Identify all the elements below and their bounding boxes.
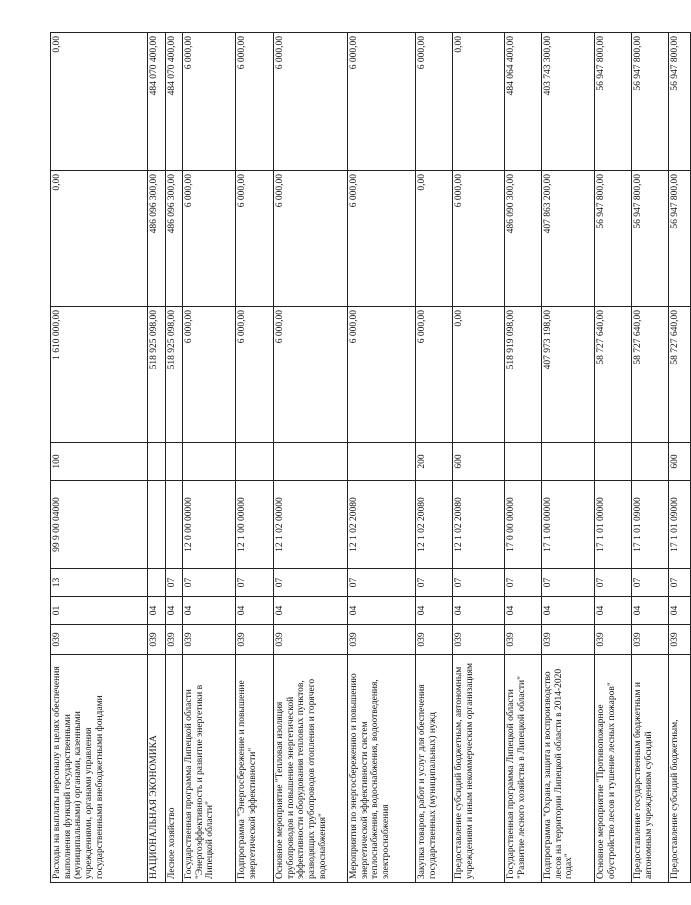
table-row xyxy=(166,33,183,883)
row-amount-year1: 0,00 xyxy=(453,307,505,443)
row-glava: 039 xyxy=(416,625,453,655)
row-name: Предоставление субсидий бюджетным, автономным учреждениям и иным некоммерческим организациям xyxy=(453,655,505,883)
row-subsection: 07 xyxy=(595,569,632,597)
row-amount-year3: 484 070 400,00 xyxy=(148,33,166,171)
table-body xyxy=(51,33,691,883)
row-subsection: 07 xyxy=(183,569,236,597)
row-amount-year3: 56 947 800,00 xyxy=(595,33,632,171)
row-glava: 039 xyxy=(236,625,274,655)
row-amount-year3: 6 000,00 xyxy=(183,33,236,171)
row-section: 04 xyxy=(505,597,542,625)
row-expense-type xyxy=(542,443,595,481)
row-amount-year1: 6 000,00 xyxy=(416,307,453,443)
row-amount-year1: 518 925 098,00 xyxy=(166,307,183,443)
row-glava: 039 xyxy=(183,625,236,655)
row-name: Лесное хозяйство xyxy=(166,655,183,883)
row-glava: 039 xyxy=(51,625,148,655)
row-amount-year1: 6 000,00 xyxy=(274,307,348,443)
row-glava: 039 xyxy=(505,625,542,655)
row-amount-year2: 6 000,00 xyxy=(236,171,274,307)
row-target-article: 12 0 00 00000 xyxy=(183,481,236,569)
row-expense-type xyxy=(148,443,166,481)
table-row xyxy=(505,33,542,883)
row-subsection: 07 xyxy=(453,569,505,597)
row-amount-year1: 1 610 000,00 xyxy=(51,307,148,443)
row-amount-year3: 403 743 300,00 xyxy=(542,33,595,171)
row-target-article: 17 1 01 09000 xyxy=(632,481,669,569)
row-name: Основное мероприятие "Тепловая изоляция трубопроводов и повышение энергетической эффективности оборудования тепловых пунктов, разводящих трубопроводов отопления и горячего водоснабжения" xyxy=(274,655,348,883)
row-name: Расходы на выплаты персоналу в целях обеспечения выполнения функций государственными (муниципальными) органами, казенными учреждениями, органами управления государственными внебюджетными фондами xyxy=(51,655,148,883)
table-row xyxy=(51,33,148,883)
row-amount-year1: 58 727 640,00 xyxy=(595,307,632,443)
row-amount-year2: 486 096 300,00 xyxy=(148,171,166,307)
table-row xyxy=(632,33,669,883)
table-row xyxy=(348,33,416,883)
row-expense-type xyxy=(348,443,416,481)
row-glava: 039 xyxy=(148,625,166,655)
row-target-article xyxy=(148,481,166,569)
row-amount-year1: 58 727 640,00 xyxy=(669,307,691,443)
row-name: Основное мероприятие "Противопожарное обустройство лесов и тушение лесных пожаров" xyxy=(595,655,632,883)
row-glava: 039 xyxy=(669,625,691,655)
row-subsection: 13 xyxy=(51,569,148,597)
row-target-article: 17 0 00 00000 xyxy=(505,481,542,569)
row-name: Предоставление государственным бюджетным и автономным учреждениям субсидий xyxy=(632,655,669,883)
row-target-article: 17 1 01 09000 xyxy=(669,481,691,569)
row-subsection xyxy=(148,569,166,597)
row-glava: 039 xyxy=(348,625,416,655)
row-subsection: 07 xyxy=(348,569,416,597)
row-expense-type xyxy=(632,443,669,481)
row-expense-type xyxy=(505,443,542,481)
row-target-article: 99 9 00 04000 xyxy=(51,481,148,569)
row-section: 04 xyxy=(183,597,236,625)
row-target-article: 17 1 01 00000 xyxy=(595,481,632,569)
row-amount-year3: 0,00 xyxy=(51,33,148,171)
row-amount-year3: 6 000,00 xyxy=(348,33,416,171)
row-name: Государственная программа Липецкой области "Развитие лесного хозяйства в Липецкой области" xyxy=(505,655,542,883)
row-amount-year1: 58 727 640,00 xyxy=(632,307,669,443)
row-section: 04 xyxy=(148,597,166,625)
row-name: НАЦИОНАЛЬНАЯ ЭКОНОМИКА xyxy=(148,655,166,883)
row-amount-year1: 518 919 098,00 xyxy=(505,307,542,443)
row-target-article xyxy=(166,481,183,569)
row-expense-type: 600 xyxy=(669,443,691,481)
row-amount-year2: 486 090 300,00 xyxy=(505,171,542,307)
row-section: 04 xyxy=(595,597,632,625)
row-amount-year3: 6 000,00 xyxy=(416,33,453,171)
row-amount-year2: 56 947 800,00 xyxy=(595,171,632,307)
row-target-article: 12 1 02 20080 xyxy=(453,481,505,569)
row-glava: 039 xyxy=(595,625,632,655)
row-glava: 039 xyxy=(542,625,595,655)
table-row xyxy=(148,33,166,883)
row-amount-year3: 56 947 800,00 xyxy=(632,33,669,171)
row-glava: 039 xyxy=(453,625,505,655)
row-amount-year2: 486 096 300,00 xyxy=(166,171,183,307)
row-section: 04 xyxy=(453,597,505,625)
row-subsection: 07 xyxy=(236,569,274,597)
row-name: Закупка товаров, работ и услуг для обеспечения государственных (муниципальных) нужд xyxy=(416,655,453,883)
row-amount-year2: 407 863 200,00 xyxy=(542,171,595,307)
row-section: 04 xyxy=(416,597,453,625)
row-subsection: 07 xyxy=(274,569,348,597)
table-row xyxy=(236,33,274,883)
table-row xyxy=(542,33,595,883)
row-glava: 039 xyxy=(632,625,669,655)
row-amount-year2: 0,00 xyxy=(51,171,148,307)
row-section: 01 xyxy=(51,597,148,625)
row-section: 04 xyxy=(632,597,669,625)
row-section: 04 xyxy=(274,597,348,625)
row-amount-year2: 6 000,00 xyxy=(274,171,348,307)
row-amount-year2: 0,00 xyxy=(416,171,453,307)
row-name: Государственная программа Липецкой области "Энергоэффективность и развитие энергетики в Липецкой области" xyxy=(183,655,236,883)
row-section: 04 xyxy=(348,597,416,625)
row-target-article: 12 1 02 20080 xyxy=(416,481,453,569)
row-expense-type: 100 xyxy=(51,443,148,481)
row-glava: 039 xyxy=(166,625,183,655)
row-subsection: 07 xyxy=(542,569,595,597)
row-expense-type: 200 xyxy=(416,443,453,481)
rotated-page xyxy=(50,33,680,883)
row-amount-year2: 56 947 800,00 xyxy=(669,171,691,307)
row-expense-type xyxy=(166,443,183,481)
row-name: Подпрограмма "Охрана, защита и воспроизводство лесов на территории Липецкой области в 2014-2020 годах" xyxy=(542,655,595,883)
row-name: Предоставление субсидий бюджетным, xyxy=(669,655,691,883)
row-name: Подпрограмма "Энергосбережение и повышение энергетической эффективности" xyxy=(236,655,274,883)
row-glava: 039 xyxy=(274,625,348,655)
row-amount-year3: 484 064 400,00 xyxy=(505,33,542,171)
budget-table xyxy=(50,32,691,883)
row-amount-year2: 6 000,00 xyxy=(453,171,505,307)
row-amount-year3: 6 000,00 xyxy=(274,33,348,171)
row-target-article: 12 1 02 20080 xyxy=(348,481,416,569)
row-amount-year1: 6 000,00 xyxy=(236,307,274,443)
row-expense-type xyxy=(236,443,274,481)
row-name: Мероприятия по энергосбережению и повышению энергетической эффективности систем теплоснабжения, водоснабжения, водоотведения, электроснабжения xyxy=(348,655,416,883)
row-amount-year2: 56 947 800,00 xyxy=(632,171,669,307)
row-expense-type xyxy=(274,443,348,481)
row-subsection: 07 xyxy=(416,569,453,597)
table-row xyxy=(183,33,236,883)
row-amount-year3: 484 070 400,00 xyxy=(166,33,183,171)
row-target-article: 17 1 00 00000 xyxy=(542,481,595,569)
row-amount-year1: 6 000,00 xyxy=(183,307,236,443)
row-section: 04 xyxy=(166,597,183,625)
row-subsection: 07 xyxy=(669,569,691,597)
row-amount-year2: 6 000,00 xyxy=(348,171,416,307)
row-amount-year3: 0,00 xyxy=(453,33,505,171)
row-expense-type: 600 xyxy=(453,443,505,481)
row-amount-year3: 6 000,00 xyxy=(236,33,274,171)
table-row xyxy=(274,33,348,883)
row-target-article: 12 1 02 00000 xyxy=(274,481,348,569)
row-amount-year3: 56 947 800,00 xyxy=(669,33,691,171)
row-amount-year1: 407 973 198,00 xyxy=(542,307,595,443)
row-amount-year2: 6 000,00 xyxy=(183,171,236,307)
row-amount-year1: 6 000,00 xyxy=(348,307,416,443)
row-section: 04 xyxy=(542,597,595,625)
row-expense-type xyxy=(595,443,632,481)
row-section: 04 xyxy=(669,597,691,625)
table-row xyxy=(453,33,505,883)
row-amount-year1: 518 925 098,00 xyxy=(148,307,166,443)
row-section: 04 xyxy=(236,597,274,625)
row-subsection: 07 xyxy=(166,569,183,597)
table-row xyxy=(669,33,691,883)
row-subsection: 07 xyxy=(505,569,542,597)
row-expense-type xyxy=(183,443,236,481)
row-target-article: 12 1 00 00000 xyxy=(236,481,274,569)
table-row xyxy=(416,33,453,883)
table-row xyxy=(595,33,632,883)
row-subsection: 07 xyxy=(632,569,669,597)
